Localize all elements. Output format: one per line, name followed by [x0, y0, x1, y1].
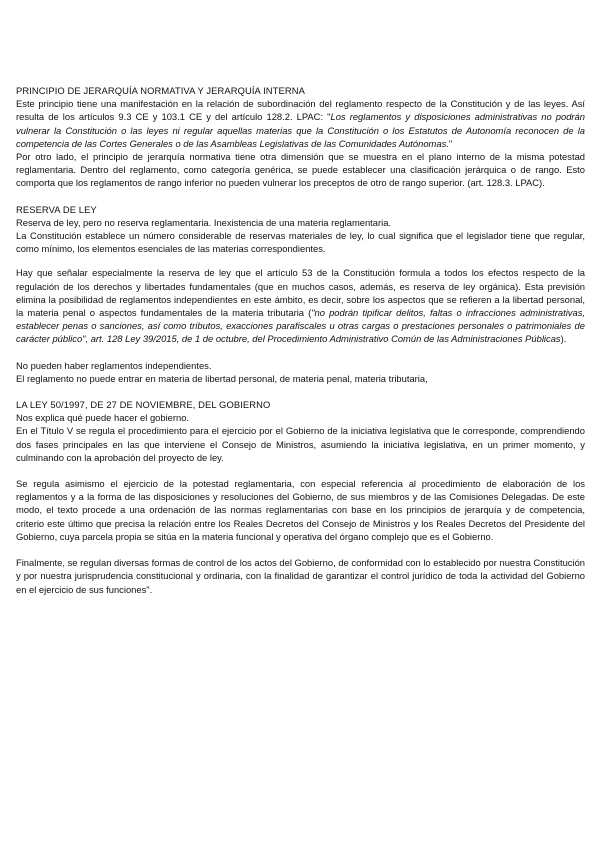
section-heading-ley-gobierno: LA LEY 50/1997, DE 27 DE NOVIEMBRE, DEL GOBIERNO — [16, 399, 271, 411]
document-page — [16, 84, 585, 596]
subheading-ley-gobierno: Nos explica qué puede hacer el gobierno. — [16, 412, 190, 424]
section-heading-jerarquia: PRINCIPIO DE JERARQUÍA NORMATIVA Y JERARQUÍA INTERNA — [16, 85, 305, 96]
subheading-reserva-ley: Reserva de ley, pero no reserva reglamentaria. Inexistencia de una materia reglamentaria. — [16, 216, 392, 228]
paragraph-reserva-2 — [16, 266, 585, 345]
quote-close-mark: " — [448, 137, 453, 149]
paragraph-gobierno-1: En el Título V se regula el procedimiento para el ejercicio por el Gobierno de la iniciativa legislativa que le corresponde, comprendiendo dos fases principales en las que interviene el Consejo de Ministros, asumiendo la iniciativa legislativa, en un primer momento, y culminando con la aprobación del proyecto de ley. — [16, 425, 585, 463]
paragraph-reserva-2-text: Hay que señalar especialmente la reserva de ley que el artículo 53 de la Constitución formula a todos los efectos respecto de la regulación de los derechos y libertades fundamentales (que en muchos casos, además, es reserva de ley orgánica). Esta previsión elimina la posibilidad de reglamentos independientes en este ámbito, es decir, sobre los aspectos que se refieren a la libertad personal, la materia penal o aspectos fundamentales de la materia tributaria ( — [16, 267, 585, 319]
quote-art-128-ley-39-2015: "no podrán tipificar delitos, faltas o infracciones administrativas, establecer penas o sanciones, así como tributos, exacciones parafiscales u otras cargas o prestaciones personales o patrimoniales de carácter público", art. 128 Ley 39/2015, de 1 de octubre, del Procedimiento Administrativo Común de las Administraciones Públicas — [16, 307, 585, 345]
paragraph-reserva-4: El reglamento no puede entrar en materia de libertad personal, de materia penal, materia tributaria, — [16, 372, 428, 384]
paragraph-gobierno-3: Finalmente, se regulan diversas formas de control de los actos del Gobierno, de conformidad con lo establecido por nuestra Constitución y por nuestra jurisprudencia constitucional y ordinaria, con la finalidad de garantizar el control jurídico de toda la actividad del Gobierno en el ejercicio de sus funciones". — [16, 557, 585, 595]
paragraph-jerarquia-1 — [16, 97, 585, 150]
section-heading-reserva-ley: RESERVA DE LEY — [16, 203, 97, 215]
paragraph-jerarquia-2: Por otro lado, el principio de jerarquía normativa tiene otra dimensión que se muestra en el plano interno de la misma potestad reglamentaria. Dentro del reglamento, como categoría genérica, se puede establecer una clasificación jerárquica o de rango. Esto comporta que los reglamentos de rango inferior no pueden vulnerar los preceptos de otro de rango superior. (art. 128.3. LPAC). — [16, 151, 585, 189]
paragraph-reserva-3: No pueden haber reglamentos independientes. — [16, 359, 212, 371]
quote-close-paren: ). — [560, 333, 567, 345]
paragraph-gobierno-2: Se regula asimismo el ejercicio de la potestad reglamentaria, con especial referencia al procedimiento de elaboración de los reglamentos y a la forma de las disposiciones y resoluciones del Gobierno, de sus miembros y de las Comisiones Delegadas. De este modo, el texto procede a una ordenación de las normas reglamentarias con base en los principios de jerarquía y de competencia, criterio este último que precisa la relación entre los Reales Decretos del Consejo de Ministros y los Reales Decretos del Presidente del Gobierno, cuya parcela propia se sitúa en la materia funcional y operativa del órgano complejo que es el Gobierno. — [16, 478, 585, 542]
quote-lpac-128-2: Los reglamentos y disposiciones administrativas no podrán vulnerar la Constitución o las leyes ni regular aquellas materias que la Constitución o los Estatutos de Autonomía reconocen de la competencia de las Cortes Generales o de las Asambleas Legislativas de las Comunidades Autónomas. — [16, 111, 585, 149]
paragraph-jerarquia-1-text: Este principio tiene una manifestación en la relación de subordinación del reglamento respecto de la Constitución y de las leyes. Así resulta de los artículos 9.3 CE y 103.1 CE y del artículo 128.2. LPAC: " — [16, 98, 585, 123]
paragraph-reserva-1: La Constitución establece un número considerable de reservas materiales de ley, lo cual significa que el legislador tiene que regular, como mínimo, los elementos esenciales de las materias correspondientes. — [16, 230, 585, 255]
